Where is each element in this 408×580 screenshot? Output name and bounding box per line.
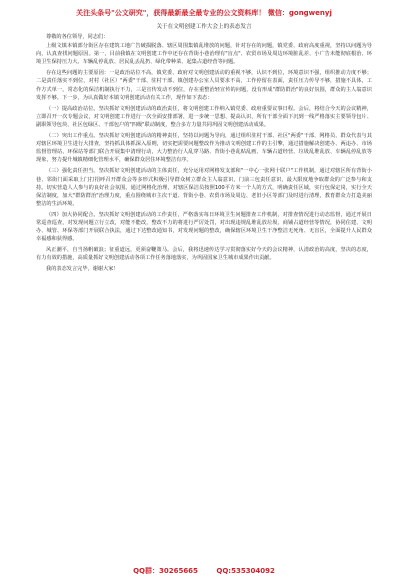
document-page [36,22,372,542]
contact-footer [0,566,408,576]
salutation: 尊敬的各位领导，同志们： [46,34,109,40]
paragraph-1: 上级文镇本镇部分街区存在建筑工地广告破损脱落、辖区周围集镇乱堆放的问题，针对存在的问题，镇党委、政府高度重视，坚持以问题为导向，认真查找问题原因。第一，目前我镇在文明创建工作中还存在背街小巷治理有"盲点"、农贸市场及周边环境脏乱差、小广告未能彻底根治、环境卫生保持压力大、车辆乱停乱放、居民乱丢乱扔、绿化带种菜、起集占道经营等问题。 [36,43,372,66]
paragraph-3: （一）提高政治站位。坚决抓好文明创建活动的政治责任，将文明创建工作纳入镇党委、政府重要议事日程。会后，将结合今天的会议精神，立即召开一次专题会议，对文明创建工作进行一次全面安排部署，进一步统一思想、提高认识，所有干部全面下沉到一线严格落实主要领导包片、副职领导包块、社区包绿区、干部包户的"四级"联动制度，整合多方力量共同巩固文明创建活动成果。 [36,105,372,128]
paragraph-4: （二）突出工作重点。坚决抓好文明创建活动的精神责任，坚持以问题为导向，通过组织驻村干部、社区"两委"干部、网格员、群众代表与其对辖区环境卫生进行大排查，坚持抓具体抓深入原则，切实把需要问题整改作为推动文明创建工作的主引擎，通过措施解决创建办、两违办、市场监督管理站、环保站等部门联合开展集中清理行动，大力整治行人乱穿马路、背街小巷乱贴乱画、车辆占道经营、垃圾乱堆乱放、车辆乱停乱放等现象，努力提升城镇精细化管理水平，确保群众居住环境整洁有序。 [36,133,372,164]
paragraph-6: （四）加大协同配合。坚决抓好文明创建活动的工作责任，严格落实每日环境卫生问题排查工作机制，对排查情况进行动态监督，通过开展日常巡查巡查，对发现问题立行立改，对能不能改，整改不力的将进行严厉处罚，对出现违规乱堆乱放垃圾、商铺占道经营等情况，协同住建、文明办、城管、环保等部门开展联合执法，通过下达整改通知书，对发现问题的整改，确保辖区环境卫生干净整洁无死角、无盲区，全面提升人民群众幸福感和获得感。 [36,211,372,243]
document-title: 关于在文明创建工作大会上的表态发言 [156,24,252,30]
promo-banner: 关注头条号"公文研究"，获得最新最全最专业的公文资料库！ 微信：gongwenyj [76,9,332,17]
closing-line: 我的表态发言完毕，谢谢大家！ [46,266,119,273]
paragraph-5: （三）强化责任担当。坚决抓好文明创建活动的主体责任，充分运用对网格发支部和"一中心一张网十联户"工作机制，通过对辖区所有背街小巷、邻街门面采取上门打招呼召开群众会等多形式积极引导群众树立群众主人翁意识，门前三包责任意识，最大限度地争取群众的广泛参与和支持。切实营造人人参与的良好社会氛围。通过网格化治理，对辖区保洁员按照100平方米一个人的方式，明确责任区域，实行包保定岗，实行全天保洁制度，加大"群防群治"治理力度，重点围绕城市主次干道、背街小巷、农贸市场及周边、老旧小区等部门及时进行清理，教育群众力打造美丽整洁的生活环境。 [36,168,372,207]
paragraph-2: 存在这些问题的主要原因：一是政治站位不高，镇党委、政府对文明创建活动的重视不够，认识不到位，环境意识不强，组织推动力度不够；二是责任落实不到位，对村（社区）"两委"干部、驻村干部、镇创建办公室人员要求不高，工作停留在表面，责任压力传导不够，措施不具体，工作方式单一，常态化的保洁机制执行不力，三是宣传发动不到位，存在重整治轻宣传的问题，没有形成"群防群治"的良好氛围，群众的主人翁意识发挥不够。下一步，为认真做好本镇文明创建活动有关工作，现作如下表态： [36,70,372,101]
qq-group-text: QQ群：30265665 [133,567,198,575]
paragraph-7: 风正潮平，自当扬帆破浪；征重道远，更须奋鞭策马。会后，我将迅速传达学习贯彻落实好今天的会议精神，认清政治的高度，坚决的态度，有力有效的措施，高质量抓好文明创建活动各项工作任务落地落实，为巩固国家卫生城市成果作出贡献。 [36,247,372,262]
qq-text: QQ:535304092 [216,567,275,575]
